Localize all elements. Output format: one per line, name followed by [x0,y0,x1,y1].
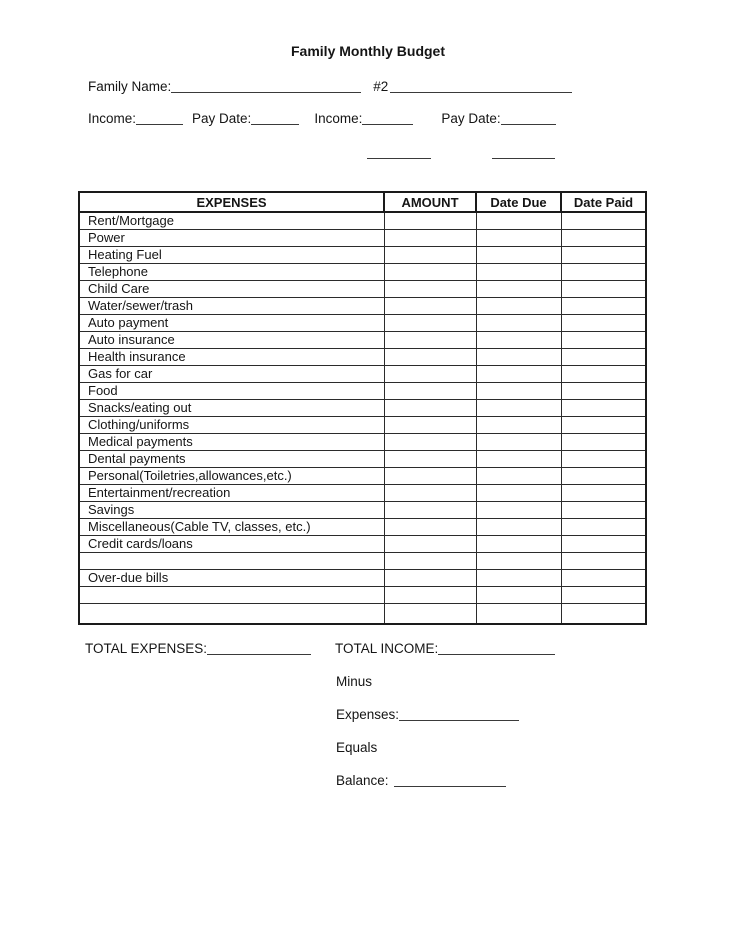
expense-label-cell: Gas for car [79,366,384,383]
table-row [79,502,646,519]
equals-label: Equals [336,740,378,755]
expense-label-cell: Auto payment [79,315,384,332]
income-2-label: Income: [314,111,363,126]
amount-cell [384,264,476,281]
expense-label-cell: Personal(Toiletries,allowances,etc.) [79,468,384,485]
expense-label-cell: Credit cards/loans [79,536,384,553]
date-due-cell [476,298,561,315]
balance-summary-line [336,773,506,788]
expenses-summary-line [336,707,519,722]
table-row [79,332,646,349]
table-row [79,485,646,502]
date-paid-cell [561,502,646,519]
amount-cell [384,247,476,264]
balance-label: Balance: [336,773,389,788]
date-due-cell [476,247,561,264]
header-row [79,192,646,212]
table-row [79,553,646,570]
expense-label-cell [79,587,384,604]
table-row [79,247,646,264]
amount-cell [384,417,476,434]
table-row [79,519,646,536]
date-paid-cell [561,553,646,570]
expense-label-cell: Snacks/eating out [79,400,384,417]
date-paid-cell [561,519,646,536]
date-due-cell [476,604,561,625]
expenses-table-header [79,192,646,212]
col-header-date-paid: Date Paid [561,192,646,212]
table-row [79,298,646,315]
total-expenses-blank [207,641,311,655]
pay-date-1-label: Pay Date: [192,111,252,126]
amount-cell [384,468,476,485]
table-row [79,315,646,332]
extra-income-blank [367,145,431,159]
pay-date-2-blank [501,111,556,125]
amount-cell [384,400,476,417]
date-due-cell [476,570,561,587]
pay-date-1-blank [251,111,299,125]
date-paid-cell [561,485,646,502]
amount-cell [384,332,476,349]
date-due-cell [476,502,561,519]
date-paid-cell [561,230,646,247]
table-row [79,451,646,468]
family-name-line [88,79,572,94]
family-name-blank [171,79,361,93]
date-due-cell [476,536,561,553]
amount-cell [384,230,476,247]
table-row [79,400,646,417]
expenses-table-body [79,212,646,624]
amount-cell [384,212,476,230]
amount-cell [384,587,476,604]
date-due-cell [476,553,561,570]
expense-label-cell [79,604,384,625]
amount-cell [384,298,476,315]
balance-blank [394,773,506,787]
date-due-cell [476,587,561,604]
amount-cell [384,281,476,298]
expense-label-cell: Heating Fuel [79,247,384,264]
date-paid-cell [561,264,646,281]
table-row [79,587,646,604]
amount-cell [384,315,476,332]
table-row [79,264,646,281]
date-paid-cell [561,434,646,451]
income-1-label: Income: [88,111,137,126]
expense-label-cell: Power [79,230,384,247]
table-row [79,212,646,230]
expense-label-cell: Savings [79,502,384,519]
date-paid-cell [561,315,646,332]
date-paid-cell [561,468,646,485]
expense-label-cell: Telephone [79,264,384,281]
table-row [79,536,646,553]
amount-cell [384,485,476,502]
col-header-expenses: EXPENSES [79,192,384,212]
date-paid-cell [561,587,646,604]
date-paid-cell [561,349,646,366]
expense-label-cell: Food [79,383,384,400]
total-expenses-label: TOTAL EXPENSES: [85,641,208,656]
income-2-blank [362,111,413,125]
table-row [79,468,646,485]
expenses-label: Expenses: [336,707,400,722]
table-row [79,281,646,298]
amount-cell [384,383,476,400]
total-income-label: TOTAL INCOME: [335,641,439,656]
table-row [79,570,646,587]
date-due-cell [476,400,561,417]
date-due-cell [476,468,561,485]
date-paid-cell [561,212,646,230]
total-income-line [335,641,555,656]
col-header-amount: AMOUNT [384,192,476,212]
table-row [79,349,646,366]
table-row [79,434,646,451]
table-row [79,230,646,247]
expense-label-cell: Auto insurance [79,332,384,349]
date-due-cell [476,264,561,281]
date-paid-cell [561,604,646,625]
amount-cell [384,604,476,625]
amount-cell [384,519,476,536]
date-due-cell [476,281,561,298]
expense-label-cell: Medical payments [79,434,384,451]
amount-cell [384,536,476,553]
date-paid-cell [561,281,646,298]
page-title: Family Monthly Budget [291,43,445,59]
income-line [88,111,556,126]
date-due-cell [476,434,561,451]
minus-label: Minus [336,674,373,689]
amount-cell [384,366,476,383]
date-due-cell [476,230,561,247]
date-due-cell [476,451,561,468]
expense-label-cell: Entertainment/recreation [79,485,384,502]
amount-cell [384,502,476,519]
date-paid-cell [561,298,646,315]
expense-label-cell: Clothing/uniforms [79,417,384,434]
expense-label-cell: Rent/Mortgage [79,212,384,230]
expenses-table [78,191,647,625]
expense-label-cell: Miscellaneous(Cable TV, classes, etc.) [79,519,384,536]
date-paid-cell [561,332,646,349]
date-paid-cell [561,247,646,264]
family-name-2-label: #2 [373,79,389,94]
amount-cell [384,553,476,570]
date-paid-cell [561,451,646,468]
col-header-date-due: Date Due [476,192,561,212]
date-paid-cell [561,383,646,400]
expense-label-cell: Health insurance [79,349,384,366]
date-paid-cell [561,400,646,417]
income-1-blank [136,111,183,125]
expense-label-cell: Child Care [79,281,384,298]
table-row [79,366,646,383]
date-due-cell [476,417,561,434]
date-paid-cell [561,366,646,383]
family-name-label: Family Name: [88,79,172,94]
amount-cell [384,434,476,451]
date-due-cell [476,212,561,230]
extra-pay-date-blank [492,145,555,159]
amount-cell [384,570,476,587]
date-due-cell [476,366,561,383]
date-due-cell [476,383,561,400]
total-expenses-line [85,641,311,656]
date-due-cell [476,315,561,332]
date-due-cell [476,332,561,349]
family-name-2-blank [390,79,572,93]
amount-cell [384,349,476,366]
table-row [79,417,646,434]
date-due-cell [476,485,561,502]
table-row [79,383,646,400]
date-paid-cell [561,417,646,434]
expenses-blank [399,707,519,721]
date-paid-cell [561,536,646,553]
date-paid-cell [561,570,646,587]
amount-cell [384,451,476,468]
expense-label-cell: Over-due bills [79,570,384,587]
expense-label-cell [79,553,384,570]
expense-label-cell: Dental payments [79,451,384,468]
pay-date-2-label: Pay Date: [441,111,501,126]
total-income-blank [438,641,555,655]
table-row [79,604,646,625]
date-due-cell [476,349,561,366]
expense-label-cell: Water/sewer/trash [79,298,384,315]
date-due-cell [476,519,561,536]
